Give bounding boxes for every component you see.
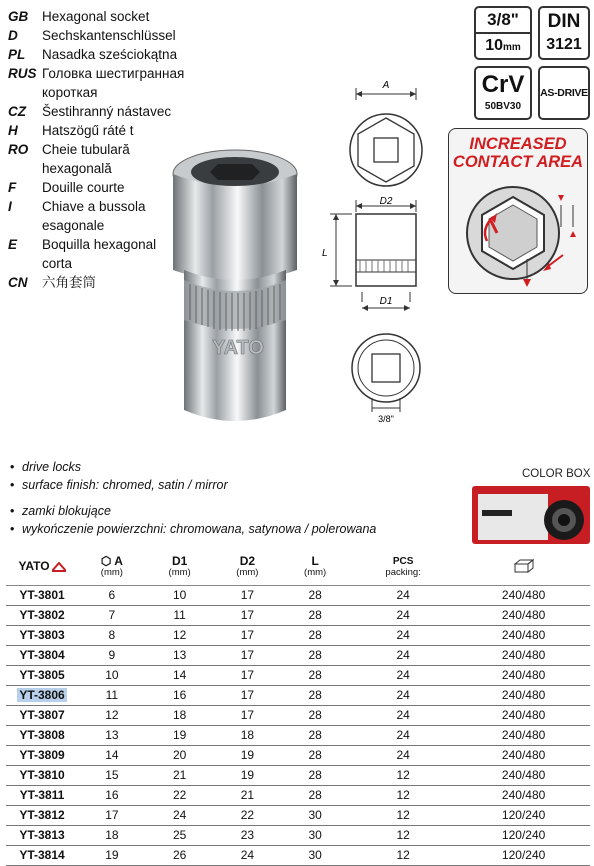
language-code: CN — [8, 275, 28, 290]
cell-product-code — [6, 785, 78, 805]
color-box-image — [472, 486, 590, 544]
col-header-d2 — [214, 549, 282, 585]
table-row — [6, 685, 590, 705]
drive-size-unit: mm — [503, 42, 521, 53]
cell-pcs-packing: 12 — [349, 785, 457, 805]
cell-box-quantity: 240/480 — [457, 585, 590, 605]
cell-diameter-d1: 25 — [146, 825, 214, 845]
drive-size-badge — [474, 6, 532, 60]
language-code: I — [8, 199, 12, 214]
cell-length-l: 28 — [281, 645, 349, 665]
cell-pcs-packing: 12 — [349, 765, 457, 785]
drive-size: 3/8" — [476, 8, 530, 34]
product-code-text: YT-3803 — [19, 627, 65, 642]
language-translation: Sechskantenschlüssel — [42, 28, 176, 43]
language-translation: короткая — [42, 85, 98, 100]
cell-product-code — [6, 705, 78, 725]
yato-logo-text: YATO — [18, 559, 50, 574]
col-d1-unit: (mm) — [168, 566, 191, 578]
col-d2-unit: (mm) — [236, 566, 259, 578]
product-code-text: YT-3805 — [19, 667, 65, 682]
cell-box-quantity: 240/480 — [457, 705, 590, 725]
cell-diameter-d2: 24 — [214, 845, 282, 865]
col-d1-label: D1 — [171, 553, 188, 568]
cell-diameter-d1: 14 — [146, 665, 214, 685]
dim-label-a: A — [382, 80, 390, 91]
cell-diameter-d1: 10 — [146, 585, 214, 605]
cell-diameter-d2: 19 — [214, 765, 282, 785]
dim-label-d1: D1 — [379, 296, 393, 307]
cell-size-a: 14 — [78, 745, 146, 765]
cell-pcs-packing: 24 — [349, 645, 457, 665]
product-code-text: YT-3808 — [19, 727, 65, 742]
cell-box-quantity: 240/480 — [457, 785, 590, 805]
din-number: 3121 — [546, 36, 582, 53]
hex-contact-diagram — [457, 175, 581, 291]
cell-product-code — [6, 845, 78, 865]
cell-length-l: 28 — [281, 665, 349, 685]
cell-product-code — [6, 745, 78, 765]
col-header-pcs — [349, 549, 457, 585]
cell-size-a: 16 — [78, 785, 146, 805]
cell-size-a: 9 — [78, 645, 146, 665]
table-row — [6, 725, 590, 745]
language-translation: hexagonală — [42, 161, 112, 176]
color-box-label: COLOR BOX — [522, 468, 591, 480]
cell-product-code — [6, 825, 78, 845]
note-en-1: • drive locks — [10, 458, 376, 476]
col-header-box — [457, 549, 590, 585]
cell-box-quantity: 240/480 — [457, 645, 590, 665]
language-row — [8, 102, 198, 121]
cell-box-quantity: 240/480 — [457, 765, 590, 785]
language-code — [8, 83, 42, 102]
language-translation: Nasadka sześciokątna — [42, 47, 178, 62]
table-brand-header — [6, 549, 78, 585]
col-l-unit: (mm) — [304, 566, 327, 578]
cell-diameter-d1: 24 — [146, 805, 214, 825]
language-row — [8, 26, 198, 45]
cell-pcs-packing: 24 — [349, 685, 457, 705]
photo-brand-engraving: YATO — [212, 337, 264, 359]
cell-diameter-d2: 17 — [214, 685, 282, 705]
cell-length-l: 28 — [281, 625, 349, 645]
table-row — [6, 825, 590, 845]
cell-product-code — [6, 665, 78, 685]
language-row — [8, 83, 198, 102]
col-a-label: A — [114, 553, 123, 568]
table-row — [6, 645, 590, 665]
language-translation: esagonale — [42, 218, 105, 233]
product-code-text: YT-3814 — [19, 847, 65, 862]
dim-label-d2: D2 — [379, 196, 393, 207]
language-translation: Douille courte — [42, 180, 125, 195]
cell-product-code — [6, 625, 78, 645]
cell-pcs-packing: 12 — [349, 805, 457, 825]
cell-box-quantity: 240/480 — [457, 725, 590, 745]
cell-length-l: 28 — [281, 605, 349, 625]
cell-product-code — [6, 685, 78, 705]
box-icon — [514, 559, 534, 573]
cell-diameter-d1: 20 — [146, 745, 214, 765]
cell-pcs-packing: 24 — [349, 665, 457, 685]
cell-pcs-packing: 24 — [349, 705, 457, 725]
cell-length-l: 28 — [281, 585, 349, 605]
cell-size-a: 10 — [78, 665, 146, 685]
language-code — [8, 254, 42, 273]
cell-box-quantity: 120/240 — [457, 845, 590, 865]
cell-diameter-d1: 18 — [146, 705, 214, 725]
col-header-d1 — [146, 549, 214, 585]
cell-size-a: 13 — [78, 725, 146, 745]
language-code: H — [8, 123, 18, 138]
language-translation: corta — [42, 256, 73, 271]
cell-diameter-d1: 16 — [146, 685, 214, 705]
cell-pcs-packing: 12 — [349, 845, 457, 865]
product-code-text: YT-3809 — [19, 747, 65, 762]
cell-size-a: 8 — [78, 625, 146, 645]
table-row — [6, 765, 590, 785]
cell-diameter-d2: 21 — [214, 785, 282, 805]
table-row — [6, 745, 590, 765]
col-pcs-unit: packing: — [385, 567, 421, 579]
cell-box-quantity: 120/240 — [457, 805, 590, 825]
cell-length-l: 28 — [281, 685, 349, 705]
cell-length-l: 30 — [281, 845, 349, 865]
note-en-2: • surface finish: chromed, satin / mirror — [10, 476, 376, 494]
cell-diameter-d2: 17 — [214, 585, 282, 605]
product-code-text: YT-3807 — [19, 707, 65, 722]
contact-title-line2: CONTACT AREA — [452, 153, 584, 171]
table-row — [6, 665, 590, 685]
cell-diameter-d2: 17 — [214, 605, 282, 625]
cell-length-l: 28 — [281, 745, 349, 765]
feature-notes — [10, 458, 376, 538]
material-name: CrV — [481, 71, 525, 98]
table-row — [6, 625, 590, 645]
cell-box-quantity: 240/480 — [457, 745, 590, 765]
cell-diameter-d1: 12 — [146, 625, 214, 645]
col-header-a — [78, 549, 146, 585]
table-row — [6, 785, 590, 805]
product-code-text: YT-3806 — [19, 687, 65, 702]
cell-pcs-packing: 24 — [349, 725, 457, 745]
product-code-text: YT-3810 — [19, 767, 65, 782]
cell-diameter-d2: 23 — [214, 825, 282, 845]
cell-diameter-d1: 19 — [146, 725, 214, 745]
language-code: PL — [8, 47, 26, 62]
language-translation: Cheie tubulară — [42, 142, 130, 157]
language-row — [8, 121, 198, 140]
material-grade: 50BV30 — [484, 101, 522, 112]
product-code-text: YT-3802 — [19, 607, 65, 622]
as-drive-badge — [538, 66, 590, 120]
language-row — [8, 7, 198, 26]
product-code-text: YT-3801 — [19, 587, 65, 602]
drive-size-mm: 10 — [485, 37, 503, 54]
cell-length-l: 28 — [281, 725, 349, 745]
cell-size-a: 11 — [78, 685, 146, 705]
cell-size-a: 6 — [78, 585, 146, 605]
cell-diameter-d1: 21 — [146, 765, 214, 785]
din-label: DIN — [547, 11, 581, 32]
technical-drawings — [322, 78, 446, 468]
cell-diameter-d2: 17 — [214, 665, 282, 685]
cell-box-quantity: 120/240 — [457, 825, 590, 845]
cell-size-a: 17 — [78, 805, 146, 825]
product-code-text: YT-3813 — [19, 827, 65, 842]
product-code-text: YT-3812 — [19, 807, 65, 822]
cell-box-quantity: 240/480 — [457, 665, 590, 685]
cell-box-quantity: 240/480 — [457, 625, 590, 645]
cell-length-l: 30 — [281, 805, 349, 825]
yato-logo-icon — [52, 562, 66, 572]
note-pl-1: • zamki blokujące — [10, 502, 376, 520]
table-row — [6, 805, 590, 825]
language-translation: Hatszögű ráté t — [42, 123, 134, 138]
language-code: RUS — [8, 66, 37, 81]
din-badge — [538, 6, 590, 60]
language-code — [8, 159, 42, 178]
socket-spec-table — [6, 549, 590, 866]
contact-area-panel — [448, 128, 588, 294]
col-header-l — [281, 549, 349, 585]
col-a-unit: (mm) — [100, 566, 123, 578]
col-l-label: L — [311, 553, 319, 568]
language-code: D — [8, 28, 18, 43]
cell-box-quantity: 240/480 — [457, 685, 590, 705]
col-d2-label: D2 — [239, 553, 256, 568]
note-pl-2: • wykończenie powierzchni: chromowana, satynowa / polerowana — [10, 520, 376, 538]
table-header-row — [6, 549, 590, 585]
language-row — [8, 45, 198, 64]
cell-diameter-d1: 13 — [146, 645, 214, 665]
language-translation: Chiave a bussola — [42, 199, 146, 214]
cell-pcs-packing: 12 — [349, 825, 457, 845]
language-translation: Boquilla hexagonal — [42, 237, 157, 252]
cell-product-code — [6, 805, 78, 825]
cell-diameter-d2: 17 — [214, 625, 282, 645]
language-row — [8, 64, 198, 83]
product-code-text: YT-3804 — [19, 647, 65, 662]
language-translation: 六角套筒 — [42, 275, 96, 290]
cell-pcs-packing: 24 — [349, 605, 457, 625]
dim-label-l: L — [322, 248, 328, 259]
cell-size-a: 19 — [78, 845, 146, 865]
cell-diameter-d2: 22 — [214, 805, 282, 825]
language-code: F — [8, 180, 17, 195]
cell-length-l: 28 — [281, 765, 349, 785]
language-code — [8, 216, 42, 235]
language-code: E — [8, 237, 18, 252]
table-row — [6, 705, 590, 725]
cell-size-a: 18 — [78, 825, 146, 845]
cell-product-code — [6, 725, 78, 745]
cell-diameter-d1: 11 — [146, 605, 214, 625]
col-pcs-label: PCS — [392, 556, 414, 568]
cell-diameter-d2: 17 — [214, 705, 282, 725]
cell-size-a: 7 — [78, 605, 146, 625]
socket-photo — [160, 140, 310, 440]
hex-small-icon: ⬡ — [100, 553, 112, 568]
as-drive-label: AS-DRIVE — [540, 87, 588, 99]
language-translation: Šestihranný nástavec — [42, 104, 172, 119]
language-translation: Hexagonal socket — [42, 9, 150, 24]
cell-diameter-d1: 22 — [146, 785, 214, 805]
cell-diameter-d2: 19 — [214, 745, 282, 765]
table-row — [6, 605, 590, 625]
cell-size-a: 12 — [78, 705, 146, 725]
dim-label-drive: 3/8" — [378, 414, 394, 424]
table-row — [6, 585, 590, 605]
cell-diameter-d2: 17 — [214, 645, 282, 665]
cell-diameter-d1: 26 — [146, 845, 214, 865]
cell-product-code — [6, 605, 78, 625]
contact-title-line1: INCREASED — [469, 135, 567, 153]
cell-product-code — [6, 585, 78, 605]
material-badge — [474, 66, 532, 120]
cell-length-l: 30 — [281, 825, 349, 845]
cell-pcs-packing: 24 — [349, 745, 457, 765]
table-row — [6, 845, 590, 865]
cell-length-l: 28 — [281, 785, 349, 805]
cell-box-quantity: 240/480 — [457, 605, 590, 625]
cell-size-a: 15 — [78, 765, 146, 785]
language-code: CZ — [8, 104, 26, 119]
cell-product-code — [6, 645, 78, 665]
cell-pcs-packing: 24 — [349, 585, 457, 605]
product-code-text: YT-3811 — [19, 787, 65, 802]
cell-diameter-d2: 18 — [214, 725, 282, 745]
language-code: RO — [8, 142, 29, 157]
cell-length-l: 28 — [281, 705, 349, 725]
language-translation: Головка шестигранная — [42, 66, 185, 81]
language-code: GB — [8, 9, 29, 24]
cell-product-code — [6, 765, 78, 785]
cell-pcs-packing: 24 — [349, 625, 457, 645]
